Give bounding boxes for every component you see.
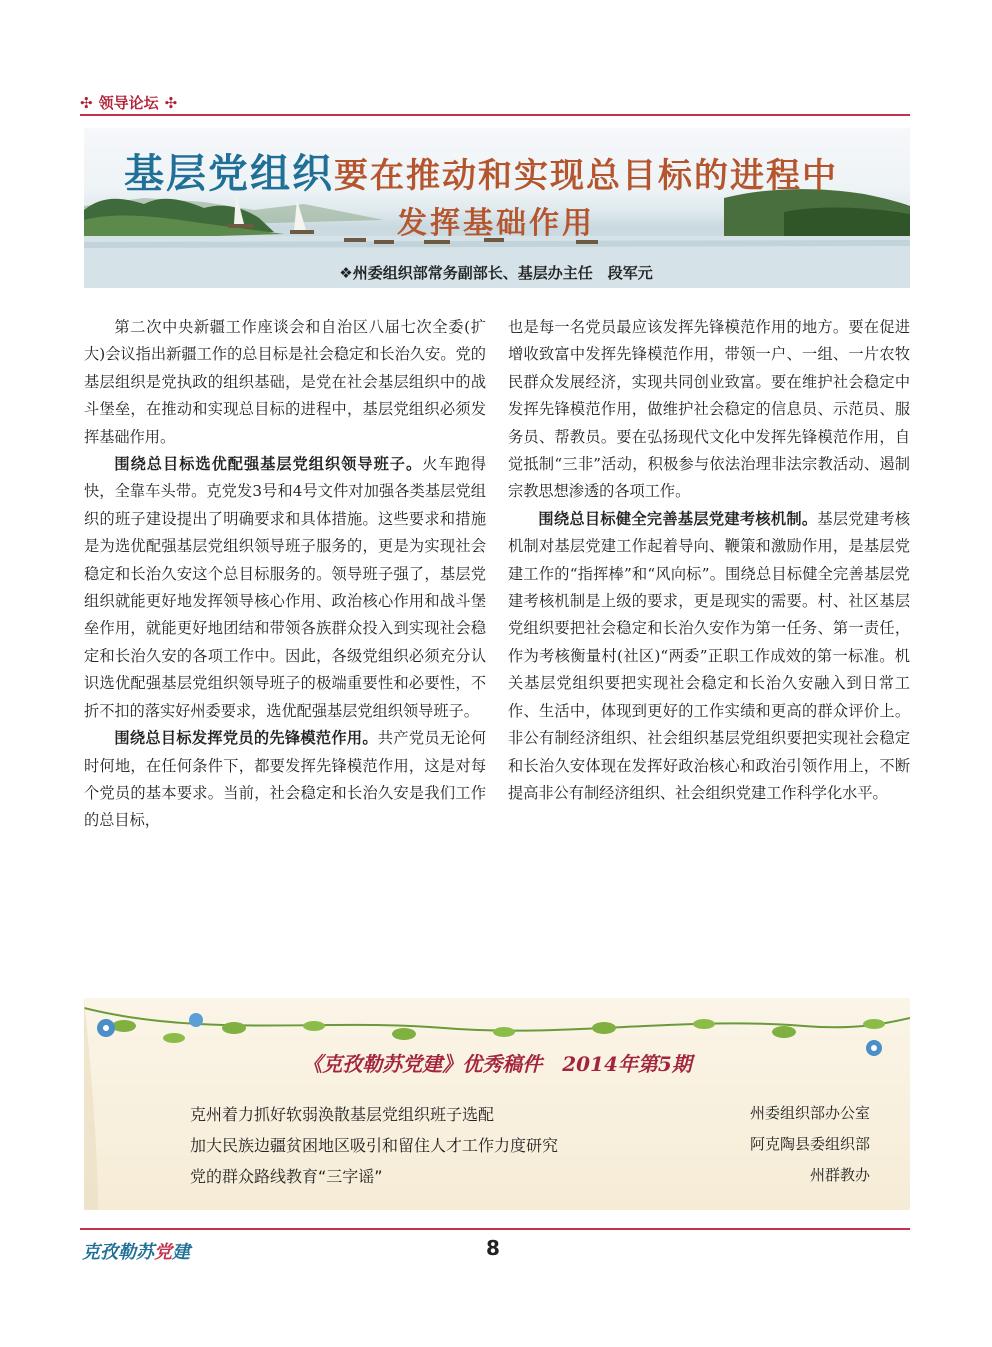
item-source: 州群教办 [809, 1166, 870, 1184]
list-item [190, 1133, 870, 1156]
item-source: 州委组织部办公室 [749, 1104, 870, 1122]
paragraph-heading: 围绕总目标选优配强基层党组织领导班子。 [114, 455, 423, 474]
article-column-left [84, 314, 486, 835]
item-title: 党的群众路线教育“三字谣” [190, 1167, 383, 1186]
logo-text-red: 党 [154, 1242, 172, 1263]
paragraph-body: 火车跑得快，全靠车头带。克党发3号和4号文件对加强各类基层党组织的班子建设提出了明确要求和具体措施。这些要求和措施是为选优配强基层党组织领导班子服务的，更是为实现社会稳定和长治久安这个总目标服务的。领导班子强了，基层党组织就能更好地发挥领导核心作用、政治核心作用和战斗堡垒作用，就能更好地团结和带领各族群众投入到实现社会稳定和长治久安的各项工作中。因此，各级党组织必须充分认识选优配强基层党组织领导班子的极端重要性和必要性，不折不扣的落实好州委要求，选优配强基层党组织领导班子。 [84, 455, 487, 720]
item-title: 加大民族边疆贫困地区吸引和留住人才工作力度研究 [190, 1136, 559, 1155]
list-item [190, 1102, 870, 1125]
article-title-line1 [124, 142, 838, 199]
paragraph-heading: 围绕总目标发挥党员的先锋模范作用。 [114, 729, 378, 748]
item-title: 克州着力抓好软弱涣散基层党组织班子选配 [190, 1105, 495, 1124]
list-item [190, 1164, 870, 1187]
logo-text: 建 [172, 1242, 190, 1263]
title-highlight: 基层党组织 [124, 151, 334, 197]
magazine-logo [82, 1238, 190, 1264]
paragraph: 第二次中央新疆工作座谈会和自治区八届七次全委(扩大)会议指出新疆工作的总目标是社会稳定和长治久安。党的基层组织是党执政的组织基础，是党在社会基层组织中的战斗堡垒，在推动和实现总目标的进程中，基层党组织必须发挥基础作用。 [84, 318, 486, 446]
paragraph-body: 共产党员无论何时何地，在任何条件下，都要发挥先锋模范作用，这是对每个党员的基本要求。当前，社会稳定和长治久安是我们工作的总目标， [84, 729, 487, 830]
paragraph [84, 451, 486, 725]
paragraph [84, 725, 486, 835]
flower-icon: ✣ [80, 93, 93, 112]
paragraph: 也是每一名党员最应该发挥先锋模范作用的地方。要在促进增收致富中发挥先锋模范作用，带领一户、一组、一片农牧民群众发展经济，实现共同创业致富。要在维护社会稳定中发挥先锋模范作用，做维护社会稳定的信息员、示范员、服务员、帮教员。要在弘扬现代文化中发挥先锋模范作用，自觉抵制“三非”活动，积极参与依法治理非法宗教活动、遏制宗教思想渗透的各项工作。 [508, 318, 910, 501]
flower-icon: ✣ [164, 93, 178, 112]
item-source: 阿克陶县委组织部 [749, 1135, 870, 1153]
section-header [80, 92, 177, 113]
article-column-right [508, 314, 910, 807]
section-label: 领导论坛 [98, 94, 159, 112]
header-divider [80, 114, 910, 116]
article-title-line2: 发挥基础作用 [397, 206, 595, 241]
page-number: 8 [486, 1236, 500, 1260]
author-byline: ❖州委组织部常务副部长、基层办主任 段军元 [339, 264, 653, 282]
logo-text: 克孜勒苏 [82, 1242, 154, 1263]
title-rest: 要在推动和实现总目标的进程中 [334, 156, 838, 196]
box-title: 《克孜勒苏党建》优秀稿件 2014年第5期 [302, 1052, 692, 1076]
footer-divider [80, 1228, 910, 1230]
paragraph-body: 基层党建考核机制对基层党建工作起着导向、鞭策和激励作用，是基层党建工作的“指挥棒”和“风向标”。围绕总目标健全完善基层党建考核机制是上级的要求，更是现实的需要。村、社区基层党组织要把社会稳定和长治久安作为第一任务、第一责任，作为考核衡量村(社区)“两委”正职工作成效的第一标准。机关基层党组织要把实现社会稳定和长治久安融入到日常工作、生活中，体现到更好的工作实绩和更高的群众评价上。非公有制经济组织、社会组织基层党组织要把实现社会稳定和长治久安体现在发挥好政治核心和政治引领作用上，不断提高非公有制经济组织、社会组织党建工作科学化水平。 [508, 509, 911, 802]
paragraph-heading: 围绕总目标健全完善基层党建考核机制。 [538, 509, 818, 528]
paragraph [508, 506, 910, 807]
